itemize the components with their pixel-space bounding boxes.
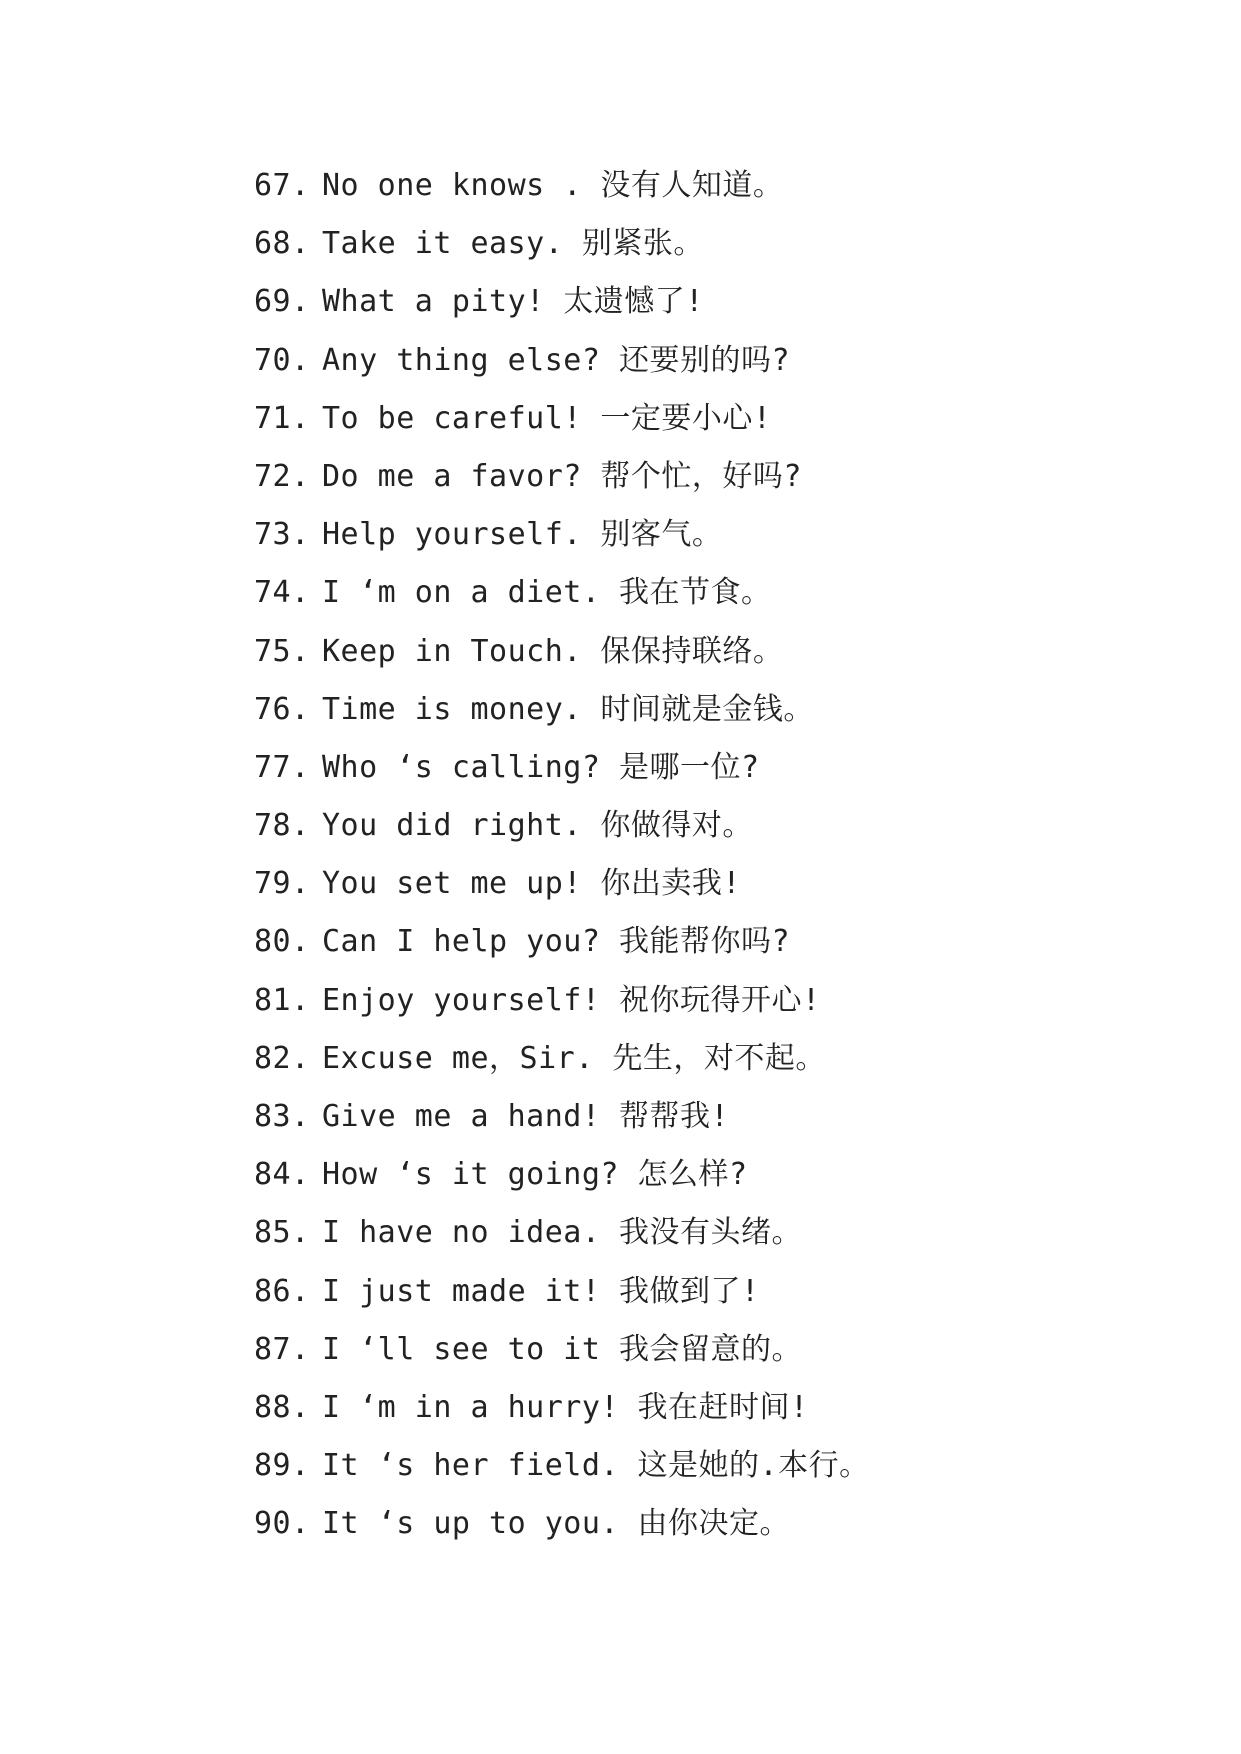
phrase-text: It ‘s her field. 这是她的.本行。 — [322, 1448, 870, 1484]
phrase-item — [254, 448, 870, 506]
phrase-number: 67. — [254, 168, 310, 203]
phrase-item — [254, 1204, 870, 1262]
phrase-item — [254, 1088, 870, 1146]
phrase-text: Can I help you? 我能帮你吗? — [322, 924, 791, 960]
phrase-text: Take it easy. 别紧张。 — [322, 226, 704, 262]
phrase-item — [254, 1146, 870, 1204]
phrase-text: Any thing else? 还要别的吗? — [322, 342, 791, 378]
phrase-number: 88. — [254, 1389, 310, 1425]
phrase-number: 80. — [254, 924, 310, 960]
phrase-text: No one knows . 没有人知道。 — [322, 168, 784, 203]
phrase-text: I have no idea. 我没有头绪。 — [322, 1215, 802, 1251]
phrase-text: Who ‘s calling? 是哪一位? — [322, 749, 760, 785]
phrase-number: 83. — [254, 1099, 310, 1134]
phrase-number: 79. — [254, 866, 310, 902]
phrase-text: I ‘ll see to it 我会留意的。 — [322, 1331, 802, 1367]
phrase-text: To be careful! 一定要小心! — [322, 400, 772, 436]
phrase-number: 86. — [254, 1273, 310, 1309]
phrase-item — [254, 564, 870, 622]
phrase-number: 90. — [254, 1506, 310, 1542]
phrase-text: I ‘m on a diet. 我在节食。 — [322, 575, 772, 611]
phrase-item — [254, 390, 870, 448]
phrase-number: 75. — [254, 633, 310, 669]
phrase-text: What a pity! 太遗憾了! — [322, 284, 704, 320]
phrase-number: 77. — [254, 749, 310, 785]
phrase-item — [254, 1437, 870, 1495]
phrase-item — [254, 157, 870, 215]
phrase-number: 69. — [254, 284, 310, 320]
phrase-number: 68. — [254, 226, 310, 262]
phrase-number: 71. — [254, 400, 310, 436]
phrase-number: 81. — [254, 982, 310, 1018]
phrase-item — [254, 215, 870, 273]
phrase-item — [254, 1379, 870, 1437]
phrase-text: I ‘m in a hurry! 我在赶时间! — [322, 1389, 809, 1425]
phrase-number: 70. — [254, 342, 310, 378]
phrase-item — [254, 855, 870, 913]
phrase-text: How ‘s it going? 怎么样? — [322, 1157, 748, 1193]
phrase-item — [254, 332, 870, 390]
phrase-list — [254, 157, 870, 1554]
phrase-text: Help yourself. 别客气。 — [322, 517, 723, 553]
phrase-number: 89. — [254, 1448, 310, 1484]
phrase-item — [254, 797, 870, 855]
phrase-number: 78. — [254, 808, 310, 844]
phrase-text: You set me up! 你出卖我! — [322, 866, 741, 902]
phrase-text: Give me a hand! 帮帮我! — [322, 1099, 730, 1134]
phrase-text: It ‘s up to you. 由你决定。 — [322, 1506, 791, 1542]
phrase-number: 87. — [254, 1331, 310, 1367]
phrase-number: 84. — [254, 1157, 310, 1193]
phrase-text: Time is money. 时间就是金钱。 — [322, 691, 814, 727]
phrase-text: Keep in Touch. 保保持联络。 — [322, 633, 784, 669]
phrase-number: 82. — [254, 1040, 310, 1076]
phrase-number: 76. — [254, 691, 310, 727]
phrase-item — [254, 1263, 870, 1321]
phrase-item — [254, 1495, 870, 1553]
phrase-number: 72. — [254, 458, 310, 494]
phrase-item — [254, 972, 870, 1030]
phrase-item — [254, 1030, 870, 1088]
phrase-item — [254, 681, 870, 739]
phrase-text: I just made it! 我做到了! — [322, 1273, 760, 1309]
phrase-item — [254, 913, 870, 971]
phrase-item — [254, 273, 870, 331]
phrase-item — [254, 623, 870, 681]
phrase-number: 74. — [254, 575, 310, 611]
phrase-text: Excuse me，Sir. 先生，对不起。 — [322, 1040, 826, 1076]
phrase-text: You did right. 你做得对。 — [322, 808, 753, 844]
phrase-number: 73. — [254, 517, 310, 553]
phrase-text: Enjoy yourself! 祝你玩得开心! — [322, 982, 821, 1018]
phrase-number: 85. — [254, 1215, 310, 1251]
phrase-text: Do me a favor? 帮个忙，好吗? — [322, 458, 802, 494]
phrase-item — [254, 506, 870, 564]
phrase-item — [254, 1321, 870, 1379]
phrase-item — [254, 739, 870, 797]
